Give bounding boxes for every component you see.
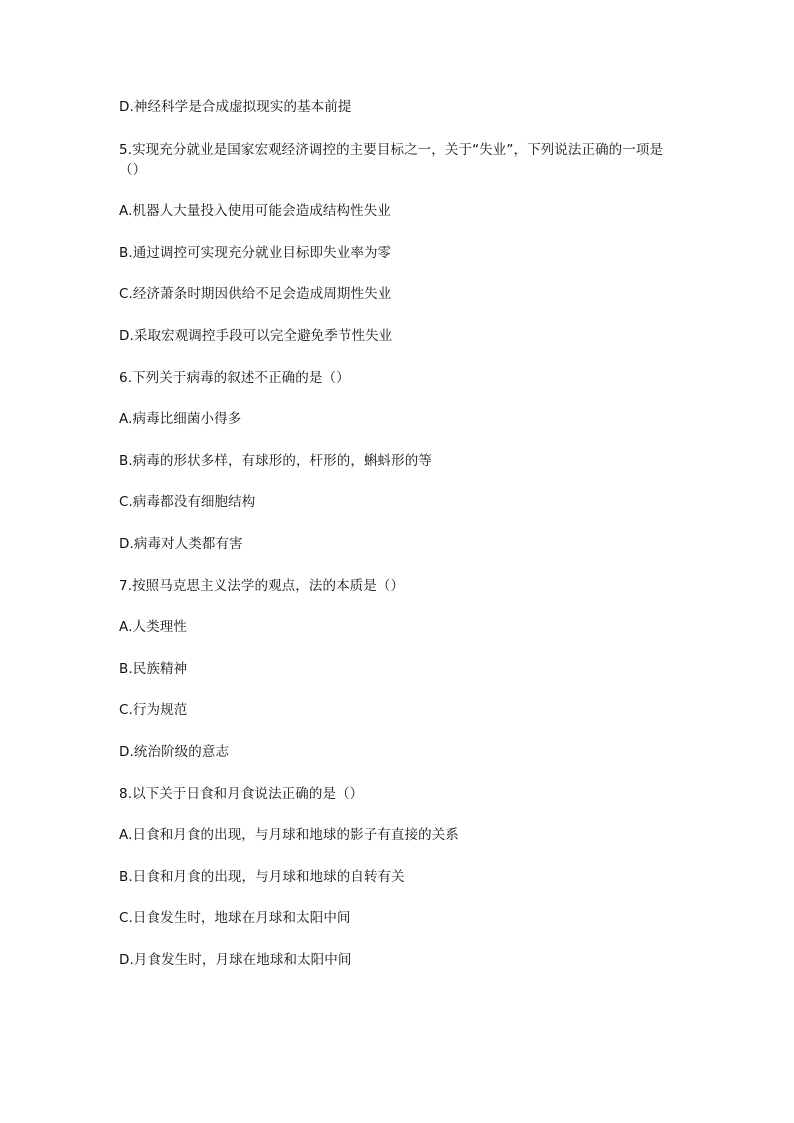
q8-option-b: B.日食和月食的出现，与月球和地球的自转有关 — [119, 869, 405, 885]
q8-option-a: A.日食和月食的出现，与月球和地球的影子有直接的关系 — [119, 827, 459, 843]
q8-option-d: D.月食发生时，月球在地球和太阳中间 — [119, 952, 352, 968]
q7-option-b: B.民族精神 — [119, 661, 188, 677]
q6-option-c: C.病毒都没有细胞结构 — [119, 494, 256, 510]
q6-option-d: D.病毒对人类都有害 — [119, 536, 243, 552]
q5-option-d: D.采取宏观调控手段可以完全避免季节性失业 — [119, 328, 393, 344]
q6-question-stem: 6.下列关于病毒的叙述不正确的是（） — [119, 370, 350, 386]
q5-option-b: B.通过调控可实现充分就业目标即失业率为零 — [119, 245, 392, 261]
q6-option-a: A.病毒比细菌小得多 — [119, 411, 242, 427]
q4-option-d: D.神经科学是合成虚拟现实的基本前提 — [119, 99, 352, 115]
q7-option-d: D.统治阶级的意志 — [119, 744, 230, 760]
q5-question-stem: 5.实现充分就业是国家宏观经济调控的主要目标之一，关于“失业”，下列说法正确的一项是（） — [119, 142, 664, 178]
q7-question-stem: 7.按照马克思主义法学的观点，法的本质是（） — [119, 578, 405, 594]
q5-option-c: C.经济萧条时期因供给不足会造成周期性失业 — [119, 286, 392, 302]
q6-option-b: B.病毒的形状多样，有球形的，杆形的，蝌蚪形的等 — [119, 453, 432, 469]
q5-option-a: A.机器人大量投入使用可能会造成结构性失业 — [119, 203, 391, 219]
q8-option-c: C.日食发生时，地球在月球和太阳中间 — [119, 910, 351, 926]
q7-option-c: C.行为规范 — [119, 702, 188, 718]
q7-option-a: A.人类理性 — [119, 619, 187, 635]
q8-question-stem: 8.以下关于日食和月食说法正确的是（） — [119, 786, 364, 802]
